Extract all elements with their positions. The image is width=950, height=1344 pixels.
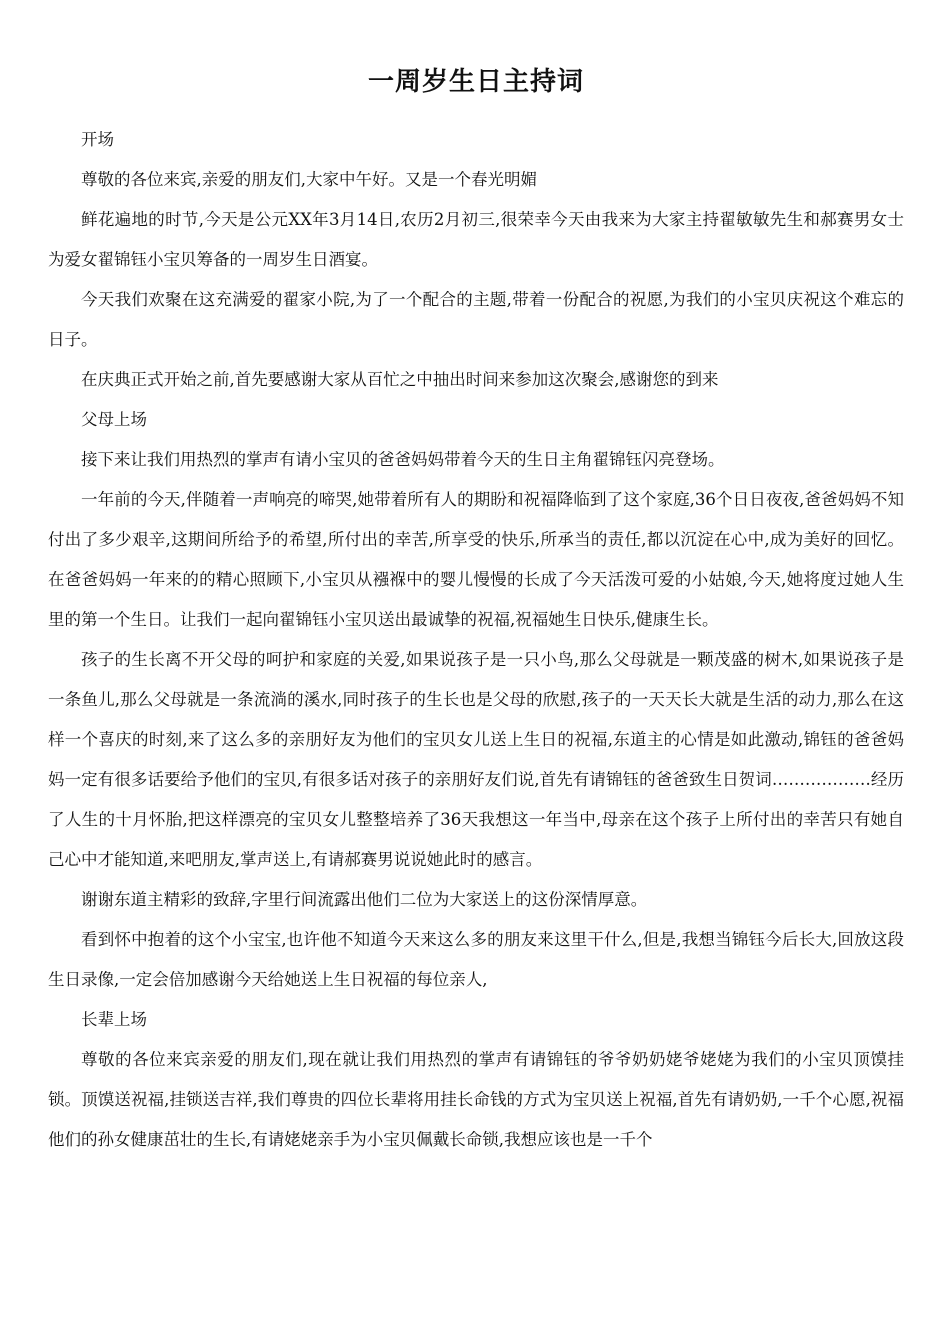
- section-heading-elders: 长辈上场: [81, 1010, 147, 1029]
- paragraph: 尊敬的各位来宾亲爱的朋友们,现在就让我们用热烈的掌声有请锦钰的爷爷奶奶姥爷姥姥为我们的小宝贝顶馍挂锁。顶馍送祝福,挂锁送吉祥,我们尊贵的四位长辈将用挂长命钱的方式为宝贝送上祝福,首先有请奶奶,一千个心愿,祝福他们的孙女健康茁壮的生长,有请姥姥亲手为小宝贝佩戴长命锁,我想应该也是一千个: [48, 1050, 904, 1149]
- paragraph: 谢谢东道主精彩的致辞,字里行间流露出他们二位为大家送上的这份深情厚意。: [81, 890, 648, 909]
- paragraph: 孩子的生长离不开父母的呵护和家庭的关爱,如果说孩子是一只小鸟,那么父母就是一颗茂盛的树木,如果说孩子是一条鱼儿,那么父母就是一条流淌的溪水,同时孩子的生长也是父母的欣慰,孩子的一天天长大就是生活的动力,那么在这样一个喜庆的时刻,来了这么多的亲朋好友为他们的宝贝女儿送上生日的祝福,东道主的心情是如此激动,锦钰的爸爸妈妈一定有很多话要给予他们的宝贝,有很多话对孩子的亲朋好友们说,首先有请锦钰的爸爸致生日贺词………………经历了人生的十月怀胎,把这样漂亮的宝贝女儿整整培养了36天我想这一年当中,母亲在这个孩子上所付出的幸苦只有她自己心中才能知道,来吧朋友,掌声送上,有请郝赛男说说她此时的感言。: [48, 650, 904, 869]
- paragraph: 接下来让我们用热烈的掌声有请小宝贝的爸爸妈妈带着今天的生日主角翟锦钰闪亮登场。: [81, 450, 725, 469]
- paragraph: 今天我们欢聚在这充满爱的翟家小院,为了一个配合的主题,带着一份配合的祝愿,为我们的小宝贝庆祝这个难忘的日子。: [48, 290, 904, 349]
- paragraph: 鲜花遍地的时节,今天是公元XX年3月14日,农历2月初三,很荣幸今天由我来为大家主持翟敏敏先生和郝赛男女士为爱女翟锦钰小宝贝筹备的一周岁生日酒宴。: [48, 210, 904, 269]
- paragraph: 一年前的今天,伴随着一声响亮的啼哭,她带着所有人的期盼和祝福降临到了这个家庭,36个日日夜夜,爸爸妈妈不知付出了多少艰辛,这期间所给予的希望,所付出的幸苦,所享受的快乐,所承当的责任,都以沉淀在心中,成为美好的回忆。在爸爸妈妈一年来的的精心照顾下,小宝贝从襁褓中的婴儿慢慢的长成了今天活泼可爱的小姑娘,今天,她将度过她人生里的第一个生日。让我们一起向翟锦钰小宝贝送出最诚挚的祝福,祝福她生日快乐,健康生长。: [48, 490, 904, 629]
- section-heading-parents: 父母上场: [81, 410, 147, 429]
- paragraph: 尊敬的各位来宾,亲爱的朋友们,大家中午好。又是一个春光明媚: [81, 170, 537, 189]
- paragraph: 在庆典正式开始之前,首先要感谢大家从百忙之中抽出时间来参加这次聚会,感谢您的到来: [81, 370, 719, 389]
- document-title: 一周岁生日主持词: [367, 67, 584, 97]
- section-heading-opening: 开场: [81, 130, 114, 149]
- paragraph: 看到怀中抱着的这个小宝宝,也许他不知道今天来这么多的朋友来这里干什么,但是,我想当锦钰今后长大,回放这段生日录像,一定会倍加感谢今天给她送上生日祝福的每位亲人,: [48, 930, 904, 989]
